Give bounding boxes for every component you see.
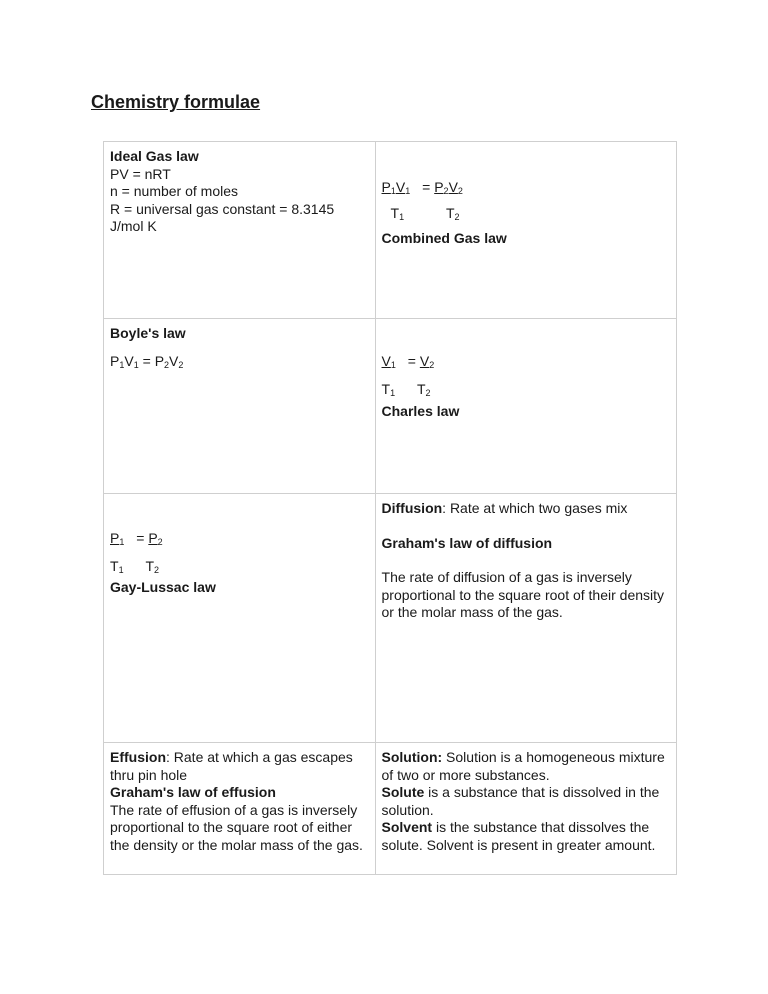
formula-table bbox=[103, 141, 677, 875]
diffusion-law-heading: Graham's law of diffusion bbox=[381, 534, 553, 551]
solvent-definition: Solvent is the substance that dissolves the solute. Solvent is present in greater amount. bbox=[381, 819, 656, 853]
effusion-cell bbox=[104, 743, 376, 875]
ideal-gas-cell bbox=[104, 142, 376, 319]
page-title: Chemistry formulae bbox=[91, 92, 261, 112]
ideal-gas-constant: R = universal gas constant = 8.3145 J/mol K bbox=[110, 200, 335, 234]
gay-lussac-label: Gay-Lussac law bbox=[110, 579, 216, 595]
effusion-definition: Effusion: Rate at which a gas escapes thru pin hole bbox=[110, 749, 353, 783]
diffusion-text: The rate of diffusion of a gas is inversely proportional to the square root of their density or the molar mass of the gas. bbox=[381, 569, 665, 620]
diffusion-definition: Diffusion: Rate at which two gases mix bbox=[381, 500, 628, 516]
solution-cell bbox=[375, 743, 676, 875]
combined-gas-label: Combined Gas law bbox=[381, 230, 507, 246]
solution-definition: Solution: Solution is a homogeneous mixture of two or more substances. bbox=[381, 749, 665, 783]
charles-label: Charles law bbox=[381, 403, 460, 419]
boyle-equation: $P_1V_1 = P_2V_2$ bbox=[110, 352, 184, 370]
table-row bbox=[104, 743, 677, 875]
effusion-law-heading: Graham's law of effusion bbox=[110, 784, 276, 800]
solute-definition: Solute is a substance that is dissolved in the solution. bbox=[381, 784, 660, 818]
combined-denominator: $T_1$ $T_2$ bbox=[390, 204, 460, 222]
charles-cell bbox=[375, 319, 676, 494]
ideal-gas-heading: Ideal Gas law bbox=[110, 148, 199, 164]
boyle-heading: Boyle's law bbox=[110, 325, 186, 341]
combined-numerator: $P_1V_1 = P_2V_2$ bbox=[381, 179, 463, 196]
table-row bbox=[104, 494, 677, 743]
effusion-text: The rate of effusion of a gas is inversely proportional to the square root of either the density or the molar mass of the gas. bbox=[110, 801, 363, 853]
table-row bbox=[104, 319, 677, 494]
charles-numerator: $V_1 = V_2$ bbox=[381, 353, 435, 370]
boyle-cell bbox=[104, 319, 376, 494]
gay-lussac-numerator: $P_1 = P_2$ bbox=[110, 530, 163, 547]
ideal-gas-equation: PV = nRT bbox=[110, 165, 171, 182]
combined-gas-cell bbox=[375, 142, 676, 319]
gay-lussac-denominator: $T_1$ $T_2$ bbox=[110, 557, 160, 575]
gay-lussac-cell bbox=[104, 494, 376, 743]
diffusion-cell bbox=[375, 494, 676, 743]
charles-denominator: $T_1$ $T_2$ bbox=[381, 380, 431, 398]
ideal-gas-moles: n = number of moles bbox=[110, 183, 239, 199]
table-row bbox=[104, 142, 677, 319]
